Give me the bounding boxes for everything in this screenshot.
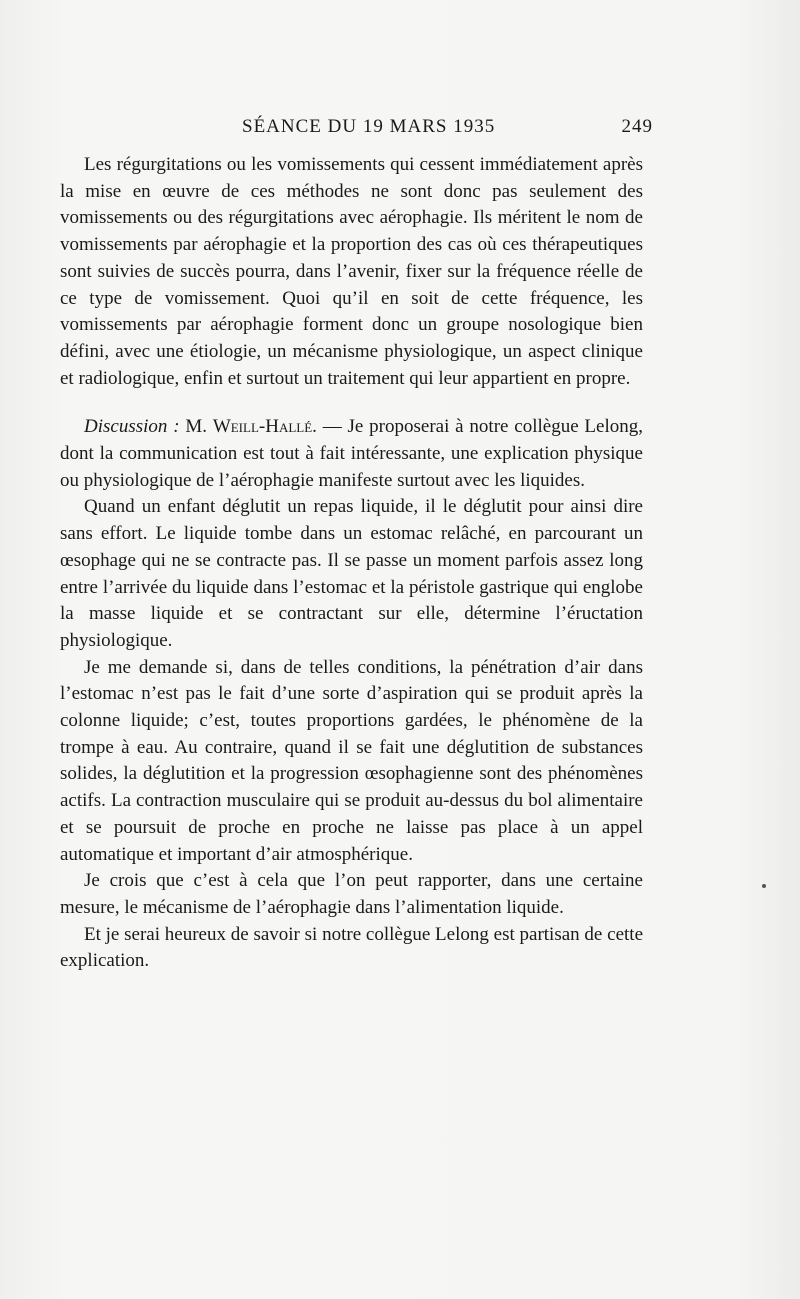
paragraph-liquid-swallowing: Quand un enfant déglutit un repas liquide, il le déglutit pour ainsi dire sans effort. Le liquide tombe dans un estomac relâché, en parcourant un œsophage qui ne se contracte pas. Il se passe un moment parfois assez long entre l’arrivée du liquide dans l’estomac et la péristole gastrique qui englobe la masse liquide et se contractant sur elle, détermine l’éructation physiologique.: [60, 496, 643, 651]
paragraph-air-aspiration: Je me demande si, dans de telles conditions, la pénétration d’air dans l’estomac n’est pas le fait d’une sorte d’aspiration qui se produit après la colonne liquide; c’est, toutes proportions gardées, le phénomène de la trompe à eau. Au contraire, quand il se fait une déglutition de substances solides, la déglutition et la progression œsophagienne sont des phénomènes actifs. La contraction musculaire qui se produit au-dessus du bol alimentaire et se poursuit de proche en proche ne laisse pas place à un appel automatique et important d’air atmosphérique.: [60, 656, 643, 865]
page-header: [60, 116, 653, 146]
paragraph-mechanism: Je crois que c’est à cela que l’on peut rapporter, dans une certaine mesure, le mécanisme de l’aérophagie dans l’alimentation liquide.: [60, 870, 643, 918]
speaker-name: Weill-Hallé.: [212, 416, 317, 438]
speaker-prefix: M.: [185, 416, 207, 438]
running-head: SÉANCE DU 19 MARS 1935: [242, 116, 496, 137]
stray-ink-mark: [762, 884, 766, 888]
paragraph-intro: Les régurgitations ou les vomissements qui cessent immédiatement après la mise en œuvre de ces méthodes ne sont donc pas seulement des vomissements ou des régurgitations avec aérophagie. Ils méritent le nom de vomissements par aérophagie et la proportion des cas où ces thérapeutiques sont suivies de succès pourra, dans l’avenir, fixer sur la fréquence réelle de ce type de vomissement. Quoi qu’il en soit de cette fréquence, les vomissements par aérophagie forment donc un groupe nosologique bien défini, avec une étiologie, un mécanisme physiologique, un aspect clinique et radiologique, enfin et surtout un traitement qui leur appartient en propre.: [60, 154, 643, 389]
page-number: 249: [621, 116, 653, 137]
body-text: [60, 152, 643, 975]
discussion-paragraph: [60, 414, 643, 494]
paragraph-closing: Et je serai heureux de savoir si notre collègue Lelong est partisan de cette explication.: [60, 923, 643, 972]
discussion-label: Discussion :: [84, 416, 180, 438]
discussion-text: — Je proposerai à notre collègue Lelong, dont la communication est tout à fait intéressante, une explication physique ou physiologique de l’aérophagie manifeste surtout avec les liquides.: [60, 416, 643, 491]
